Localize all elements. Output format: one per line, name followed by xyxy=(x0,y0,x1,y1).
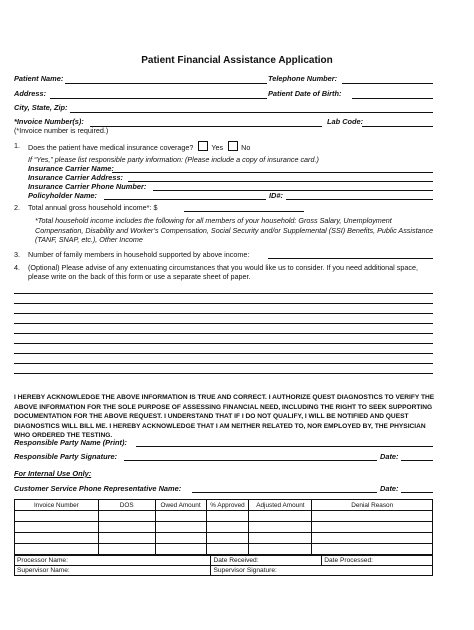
telephone-label: Telephone Number: xyxy=(268,74,338,83)
date-received-cell[interactable]: Date Received: xyxy=(211,556,322,566)
internal-date-label: Date: xyxy=(380,484,399,493)
table-row xyxy=(15,511,433,522)
responsible-print-field[interactable] xyxy=(136,446,433,447)
internal-date-field[interactable] xyxy=(401,492,433,493)
responsible-date-field[interactable] xyxy=(401,460,433,461)
policyholder-label: Policyholder Name: xyxy=(28,191,97,200)
col-percent-approved: % Approved xyxy=(206,500,249,511)
q2-income-note: *Total household income includes the following for all members of your household: Gross Salary, Unemployment Compensation, Disability and Worker’s Compensation, Social Security and/or Supplemental (SSI) Benefits, Public Assistance (TANF, SNAP, etc.), Other Income xyxy=(35,216,434,245)
table-cell[interactable] xyxy=(249,533,312,544)
supervisor-name-cell[interactable]: Supervisor Name: xyxy=(15,566,211,576)
circumstances-line[interactable] xyxy=(14,323,433,324)
supervisor-row xyxy=(15,566,433,576)
q1-if-yes-text: If “Yes,” please list responsible party information: (Please include a copy of insurance card.) xyxy=(28,155,319,164)
col-owed-amount: Owed Amount xyxy=(155,500,206,511)
col-dos: DOS xyxy=(98,500,155,511)
table-cell[interactable] xyxy=(206,522,249,533)
carrier-name-field[interactable] xyxy=(112,172,433,173)
circumstances-line[interactable] xyxy=(14,333,433,334)
table-row xyxy=(15,544,433,555)
invoice-table xyxy=(14,499,433,555)
col-denial-reason: Denial Reason xyxy=(312,500,433,511)
invoice-note: (*Invoice number is required.) xyxy=(14,126,109,135)
table-cell[interactable] xyxy=(15,511,99,522)
id-label: ID#: xyxy=(269,191,283,200)
q1-number: 1. xyxy=(14,141,20,150)
city-label: City, State, Zip: xyxy=(14,103,68,112)
q2-text: Total annual gross household income*: $ xyxy=(28,203,158,212)
telephone-field[interactable] xyxy=(342,83,433,84)
table-cell[interactable] xyxy=(249,511,312,522)
circumstances-line[interactable] xyxy=(14,363,433,364)
table-cell[interactable] xyxy=(15,533,99,544)
carrier-phone-field[interactable] xyxy=(153,190,433,191)
carrier-address-label: Insurance Carrier Address: xyxy=(28,173,124,182)
q1-text: Does the patient have medical insurance coverage? xyxy=(28,143,194,152)
q4-number: 4. xyxy=(14,263,20,272)
address-field[interactable] xyxy=(50,98,267,99)
lab-code-field[interactable] xyxy=(362,126,433,127)
circumstances-line[interactable] xyxy=(14,353,433,354)
acknowledgement-text: I HEREBY ACKNOWLEDGE THE ABOVE INFORMATION IS TRUE AND CORRECT. I AUTHORIZE QUEST DIAGNOSTICS TO VERIFY THE ABOVE INFORMATION FOR THE SOLE PURPOSE OF ASSESSING FINANCIAL NEED, INCLUDING THE RIGHT TO SEEK SUPPORTING DOCUMENTATION FOR THE ABOVE REQUEST. I UNDERSTAND THAT IF I DO NOT QUALIFY, I WILL BE NOTIFIED AND QUEST DIAGNOSTICS WILL BILL ME. I HEREBY ACKNOWLEDGE THAT I AM NEITHER RELATED TO, NOR EMPLOYED BY, THE PHYSICIAN WHO ORDERED THE TESTING. xyxy=(14,394,435,440)
yes-label: Yes xyxy=(211,143,224,152)
city-field[interactable] xyxy=(70,112,433,113)
policyholder-field[interactable] xyxy=(104,199,266,200)
processing-row xyxy=(15,556,433,566)
table-cell[interactable] xyxy=(155,544,206,555)
q3-text: Number of family members in household supported by above income: xyxy=(28,250,250,259)
table-cell[interactable] xyxy=(249,522,312,533)
carrier-name-label: Insurance Carrier Name: xyxy=(28,164,114,173)
q1-if-yes-note xyxy=(28,155,319,164)
family-members-field[interactable] xyxy=(268,258,433,259)
table-cell[interactable] xyxy=(98,511,155,522)
q2-number: 2. xyxy=(14,203,20,212)
responsible-date-label: Date: xyxy=(380,452,399,461)
form-title: Patient Financial Assistance Application xyxy=(141,55,333,66)
q3-number: 3. xyxy=(14,250,20,259)
table-cell[interactable] xyxy=(312,533,433,544)
table-cell[interactable] xyxy=(15,544,99,555)
q1-row xyxy=(28,141,250,152)
lab-code-label: Lab Code: xyxy=(327,117,364,126)
table-cell[interactable] xyxy=(206,511,249,522)
circumstances-line[interactable] xyxy=(14,293,433,294)
responsible-signature-label: Responsible Party Signature: xyxy=(14,452,118,461)
col-adjusted-amount: Adjusted Amount xyxy=(249,500,312,511)
circumstances-line[interactable] xyxy=(14,373,433,374)
processing-table xyxy=(14,555,433,576)
table-cell[interactable] xyxy=(312,511,433,522)
table-header-row xyxy=(15,500,433,511)
table-cell[interactable] xyxy=(155,511,206,522)
table-cell[interactable] xyxy=(15,522,99,533)
table-cell[interactable] xyxy=(206,544,249,555)
no-label: No xyxy=(241,143,251,152)
table-cell[interactable] xyxy=(312,544,433,555)
table-row xyxy=(15,522,433,533)
date-processed-cell[interactable]: Date Processed: xyxy=(322,556,433,566)
responsible-signature-field[interactable] xyxy=(124,460,377,461)
carrier-phone-label: Insurance Carrier Phone Number: xyxy=(28,182,147,191)
csr-label: Customer Service Phone Representative Name: xyxy=(14,484,182,493)
supervisor-signature-cell[interactable]: Supervisor Signature: xyxy=(211,566,433,576)
table-cell[interactable] xyxy=(98,522,155,533)
address-label: Address: xyxy=(14,89,47,98)
invoice-field[interactable] xyxy=(90,126,322,127)
dob-field[interactable] xyxy=(352,98,433,99)
table-cell[interactable] xyxy=(249,544,312,555)
responsible-print-label: Responsible Party Name (Print): xyxy=(14,438,127,447)
yes-checkbox[interactable] xyxy=(198,141,208,151)
carrier-address-field[interactable] xyxy=(128,181,433,182)
table-cell[interactable] xyxy=(98,533,155,544)
circumstances-line[interactable] xyxy=(14,313,433,314)
table-row xyxy=(15,533,433,544)
id-field[interactable] xyxy=(286,199,433,200)
table-cell[interactable] xyxy=(206,533,249,544)
no-checkbox[interactable] xyxy=(228,141,238,151)
csr-field[interactable] xyxy=(192,492,377,493)
table-cell[interactable] xyxy=(155,522,206,533)
table-cell[interactable] xyxy=(98,544,155,555)
patient-name-field[interactable] xyxy=(65,83,267,84)
internal-use-heading: For Internal Use Only: xyxy=(14,469,92,478)
col-invoice-number: Invoice Number xyxy=(15,500,99,511)
table-cell[interactable] xyxy=(312,522,433,533)
circumstances-line[interactable] xyxy=(14,343,433,344)
circumstances-line[interactable] xyxy=(14,303,433,304)
income-field[interactable] xyxy=(184,211,304,212)
table-cell[interactable] xyxy=(155,533,206,544)
dob-label: Patient Date of Birth: xyxy=(268,89,342,98)
processor-name-cell[interactable]: Processor Name: xyxy=(15,556,211,566)
patient-name-label: Patient Name: xyxy=(14,74,64,83)
q4-text: (Optional) Please advise of any extenuating circumstances that you would like us to consider. If you need additional space, please write on the back of this form or use a separate sheet of paper. xyxy=(28,263,418,282)
invoice-label: *Invoice Number(s): xyxy=(14,117,84,126)
